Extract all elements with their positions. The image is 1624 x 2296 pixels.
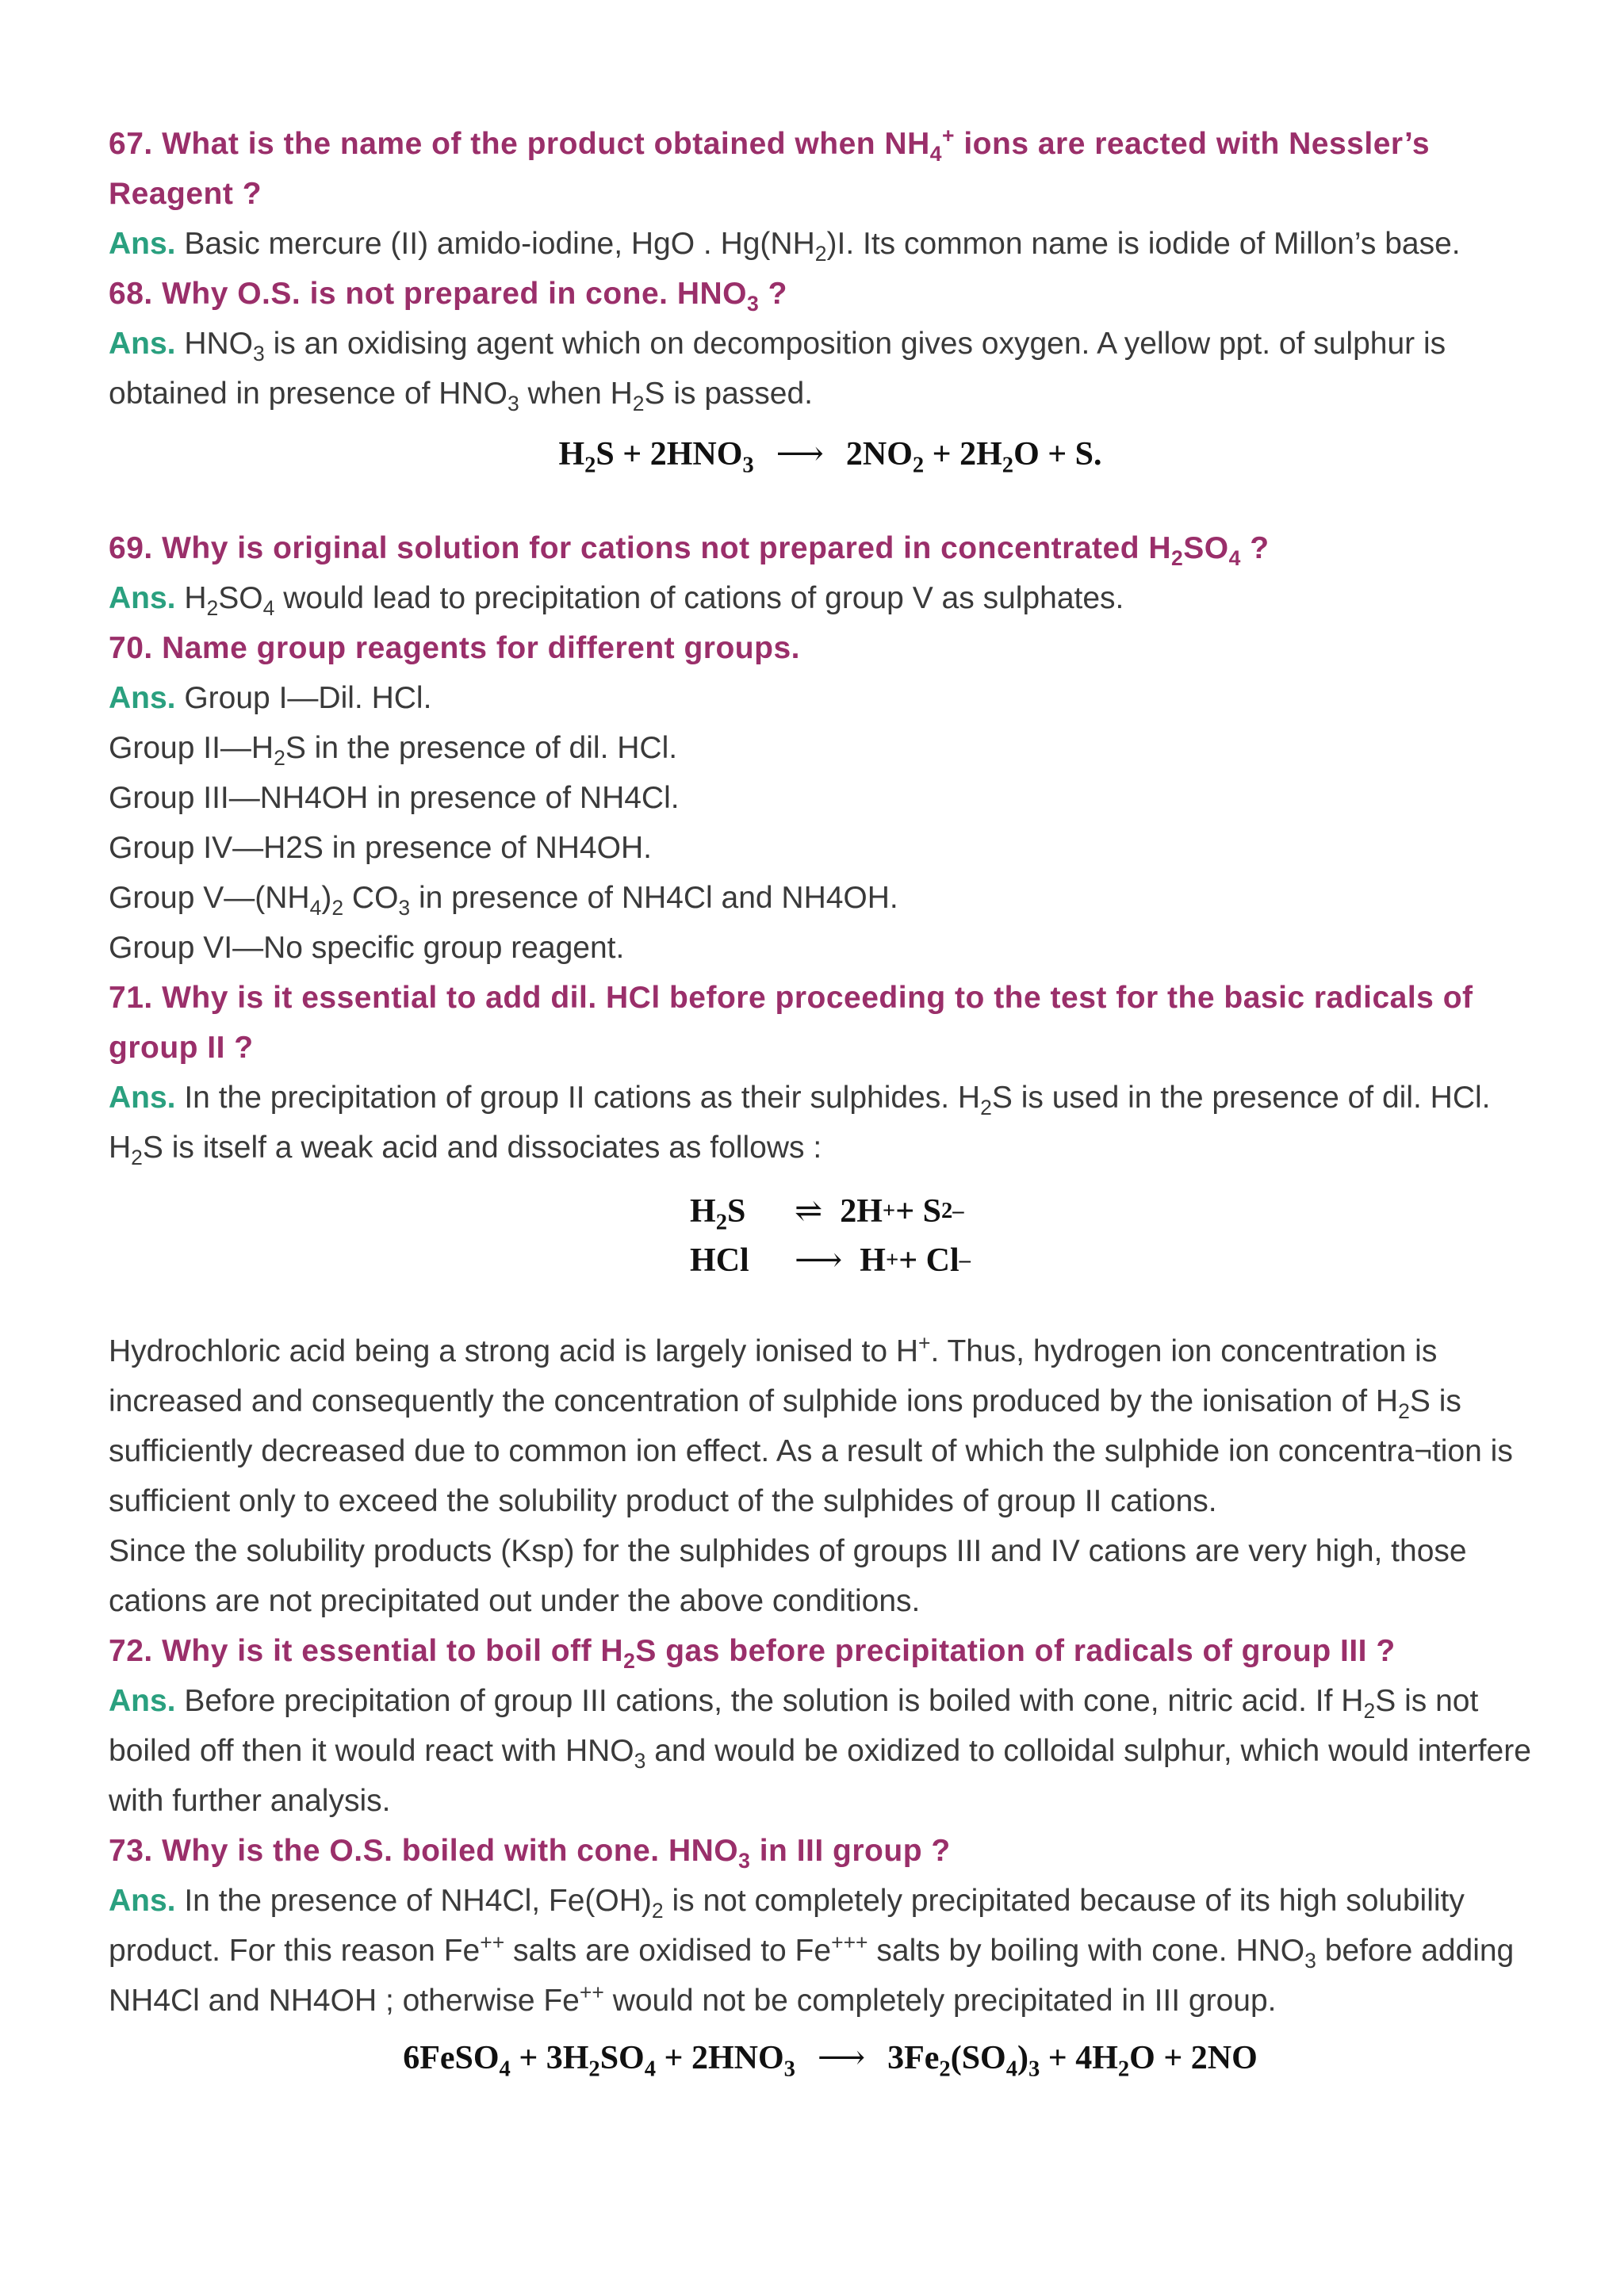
- question-68: 68. Why O.S. is not prepared in cone. $HNO_3$ ?: [109, 277, 787, 316]
- answer-label: Ans.: [109, 227, 176, 261]
- paragraph-71-1: Hydrochloric acid being a strong acid is largely ionised to H+. Thus, hydrogen ion concentration is increased and consequently the concentration of sulphide ions produced by the ionisation of $H_2S$ is sufficiently decreased due to common ion effect. As a result of which the sulphide ion concentra¬tion is sufficient only to exceed the solubility product of the sulphides of group II cations.: [109, 1331, 1513, 1518]
- answer-68: Ans. $HNO_3$ is an oxidising agent which on decomposition gives oxygen. A yellow ppt. of sulphur is obtained in presence of $HNO_3$ when $H_2S$ is passed.: [109, 327, 1446, 415]
- equilibrium-arrow: ⇌: [795, 1193, 823, 1230]
- answer-69: Ans. $H_2SO_4$ would lead to precipitation of cations of group V as sulphates.: [109, 581, 1124, 620]
- answer-label: Ans.: [109, 327, 176, 361]
- reaction-arrow: ⟶: [776, 436, 824, 473]
- group-2-reagent: Group $II—H_2S$ in the presence of dil. HCl.: [109, 731, 678, 770]
- answer-label: Ans.: [109, 581, 176, 615]
- answer-71: Ans. In the precipitation of group II cations as their sulphides. $H_2S$ is used in the presence of dil. HCl. $H_2S$ is itself a weak acid and dissociates as follows :: [109, 1081, 1491, 1169]
- equation-hcl-dissociation: HCl ⟶ H + + Cl –: [690, 1236, 971, 1285]
- group-5-reagent: Group $V—(NH_4)_2$ $CO_3$ in presence of NH4Cl and NH4OH.: [109, 881, 898, 920]
- reaction-arrow: ⟶: [817, 2040, 866, 2076]
- paragraph-71-2: Since the solubility products (Ksp) for the sulphides of groups III and IV cations are very high, those cations are not precipitated out under the above conditions.: [109, 1534, 1467, 1618]
- answer-67: Ans. Basic mercure (II) amido-iodine, HgO . $Hg(NH_2)I$. Its common name is iodide of Millon’s base.: [109, 227, 1461, 266]
- group-3-reagent: Group III—NH4OH in presence of NH4Cl.: [109, 781, 680, 815]
- document-page: [109, 119, 1552, 2086]
- equation-68: $H_2S + 2HNO_3$ ⟶ $2NO_2 + 2H_2O + S$.: [109, 427, 1552, 482]
- equation-h2s-dissociation: $H_2S$ ⇌ 2H + + S 2–: [690, 1187, 971, 1236]
- question-73: 73. Why is the O.S. boiled with cone. $HNO_3$ in III group ?: [109, 1834, 951, 1873]
- question-71: 71. Why is it essential to add dil. HCl before proceeding to the test for the basic radicals of group II ?: [109, 981, 1473, 1065]
- answer-label: Ans.: [109, 1684, 176, 1718]
- answer-70: Ans. Group I—Dil. HCl.: [109, 681, 432, 715]
- equations-71: [109, 1187, 1552, 1285]
- equation-73: 6FeSO$_4$ + $3H_2SO_4 + 2HNO_3$ ⟶ $3Fe_2(SO_4)_3 + 4H_2O + 2NO$: [109, 2030, 1552, 2086]
- question-70: 70. Name group reagents for different groups.: [109, 631, 800, 665]
- group-6-reagent: Group VI—No specific group reagent.: [109, 931, 625, 965]
- answer-label: Ans.: [109, 681, 176, 715]
- question-72: 72. Why is it essential to boil off $H_2S$ gas before precipitation of radicals of group III ?: [109, 1634, 1396, 1673]
- question-67: 67. What is the name of the product obtained when $NH_4^+$ ions are reacted with Nessler’s Reagent ?: [109, 124, 1431, 211]
- reaction-arrow: ⟶: [795, 1242, 843, 1279]
- question-69: 69. Why is original solution for cations not prepared in concentrated $H_2SO_4$ ?: [109, 531, 1270, 570]
- answer-label: Ans.: [109, 1081, 176, 1115]
- answer-73: Ans. In the presence of NH4Cl, $Fe(OH)_2$ is not completely precipitated because of its high solubility product. For this reason Fe++ salts are oxidised to Fe+++ salts by boiling with cone. $HNO_3$ before adding NH4Cl and NH4OH ; otherwise Fe++ would not be completely precipitated in III group.: [109, 1884, 1515, 2018]
- group-4-reagent: Group IV—H2S in presence of NH4OH.: [109, 831, 652, 865]
- answer-72: Ans. Before precipitation of group III cations, the solution is boiled with cone, nitric acid. If $H_2S$ is not boiled off then it would react with $HNO_3$ and would be oxidized to colloidal sulphur, which would interfere with further analysis.: [109, 1684, 1531, 1818]
- answer-label: Ans.: [109, 1884, 176, 1918]
